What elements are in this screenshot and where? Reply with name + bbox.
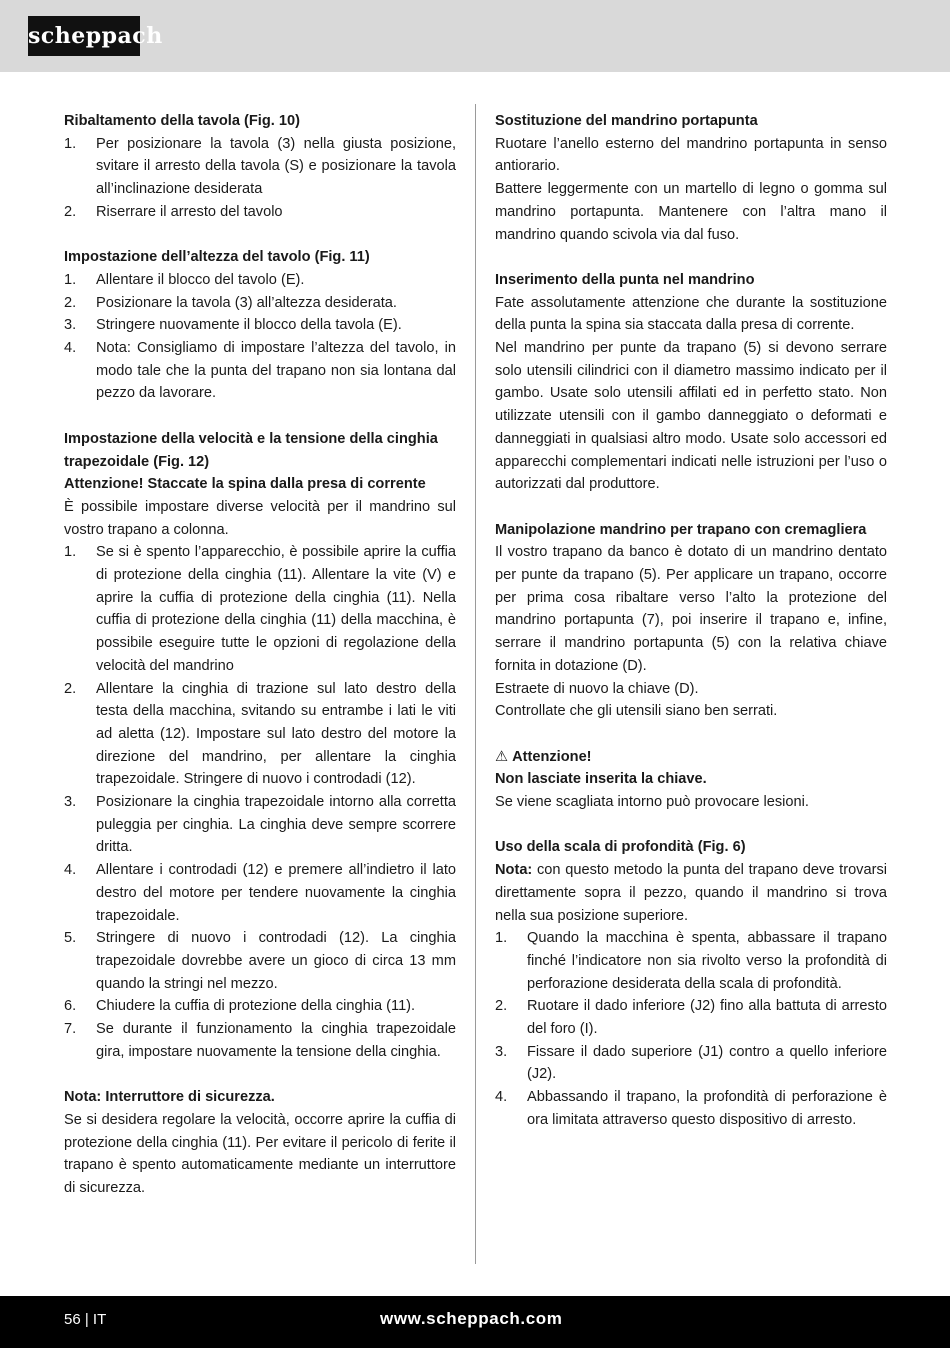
- list-number: 2.: [495, 998, 508, 1015]
- list-item: [64, 927, 456, 995]
- list-text: Se si è spento l’apparecchio, è possibile aprire la cuffia di protezione della cinghia (11). Allentare la vite (V) e aprire la cuffia di protezione della cinghia (11). Nella cuffia di protezione della cinghia (11) della macchina, è possibile eseguire tutte le opzioni di regolazione della velocità del mandrino: [96, 544, 456, 674]
- note-label: Nota:: [495, 862, 533, 879]
- paragraph: Controllate che gli utensili siano ben serrati.: [495, 703, 778, 720]
- paragraph: Il vostro trapano da banco è dotato di un mandrino dentato per punte da trapano (5). Per applicare un trapano, occorre per prima cosa ribaltare verso l’alto la protezione del mandrino portapunta (7), poi inserire il trapano e, infine, serrare il mandrino portapunta (5) con la relativa chiave fornita in dotazione (D).: [495, 544, 887, 674]
- note-paragraph: [495, 859, 887, 927]
- left-column: [64, 110, 456, 1200]
- website-link[interactable]: www.scheppach.com: [380, 1309, 563, 1328]
- list-item: [64, 995, 456, 1018]
- list-text: Se durante il funzionamento la cinghia trapezoidale gira, impostare nuovamente la tensione della cinghia.: [96, 1021, 456, 1060]
- list-item: [64, 678, 456, 792]
- list-number: 1.: [495, 930, 508, 947]
- spacer: [64, 405, 456, 428]
- section-heading: Nota: Interruttore di sicurezza.: [64, 1089, 275, 1106]
- spacer: [495, 496, 887, 519]
- section-heading: Sostituzione del mandrino portapunta: [495, 113, 758, 129]
- list-item: [64, 269, 456, 292]
- list-text: Ruotare il dado inferiore (J2) fino alla battuta di arresto del foro (I).: [527, 998, 887, 1038]
- list-item: [495, 1086, 887, 1131]
- section-heading: Manipolazione mandrino per trapano con cremagliera: [495, 521, 867, 538]
- paragraph: Battere leggermente con un martello di legno o gomma sul mandrino portapunta. Mantenere con l’altra mano il mandrino quando scivola via dal fuso.: [495, 181, 887, 243]
- list-number: 5.: [64, 930, 77, 947]
- spacer: [64, 1064, 456, 1087]
- list-text: Stringere nuovamente il blocco della tavola (E).: [96, 317, 402, 334]
- list-text: Posizionare la tavola (3) all’altezza desiderata.: [96, 294, 397, 311]
- list-text: Quando la macchina è spenta, abbassare il trapano finché l’indicatore non sia rivolto verso la profondità di perforazione desiderata della scala di profondità.: [527, 930, 887, 992]
- footer-bar: [0, 1296, 950, 1348]
- list-text: Riserrare il arresto del tavolo: [96, 203, 283, 220]
- paragraph: Fate assolutamente attenzione che durante la sostituzione della punta la spina sia staccata dalla presa di corrente.: [495, 294, 887, 334]
- warning-heading: [495, 746, 887, 769]
- section-heading: Uso della scala di profondità (Fig. 6): [495, 839, 746, 856]
- list-text: Allentare i controdadi (12) e premere all’indietro il lato destro del motore per tendere nuovamente la cinghia trapezoidale.: [96, 862, 456, 924]
- list-item: [495, 995, 887, 1040]
- list-text: Stringere di nuovo i controdadi (12). La cinghia trapezoidale dovrebbe avere un gioco di circa 13 mm quando la stringi nel mezzo.: [96, 930, 456, 992]
- list-item: [64, 133, 456, 201]
- section-heading: Impostazione della velocità e la tensione della cinghia trapezoidale (Fig. 12): [64, 430, 438, 470]
- warning-triangle-icon: ⚠: [495, 748, 509, 765]
- list-number: 1.: [64, 135, 77, 152]
- list-number: 3.: [495, 1043, 508, 1060]
- list-number: 3.: [64, 794, 77, 811]
- paragraph: Ruotare l’anello esterno del mandrino portapunta in senso antiorario.: [495, 135, 887, 175]
- list-number: 2.: [64, 294, 77, 311]
- list-number: 4.: [495, 1089, 508, 1106]
- spacer: [64, 224, 456, 247]
- list-item: [64, 337, 456, 405]
- right-column: [495, 110, 887, 1132]
- spacer: [495, 814, 887, 837]
- list-number: 4.: [64, 340, 77, 357]
- brand-logo: scheppach: [28, 16, 140, 56]
- list-text: Posizionare la cinghia trapezoidale intorno alla corretta puleggia per cinghia. La cinghia deve sempre scorrere dritta.: [96, 794, 456, 856]
- column-divider: [475, 104, 476, 1264]
- section-heading: Impostazione dell’altezza del tavolo (Fig. 11): [64, 249, 370, 266]
- list-item: [495, 927, 887, 995]
- list-item: [64, 292, 456, 315]
- warning-text: Attenzione!: [512, 748, 592, 765]
- list-text: Allentare il blocco del tavolo (E).: [96, 271, 305, 288]
- list-number: 6.: [64, 998, 77, 1015]
- paragraph: Se viene scagliata intorno può provocare lesioni.: [495, 794, 809, 811]
- list-number: 2.: [64, 203, 77, 220]
- list-number: 4.: [64, 862, 77, 879]
- section-heading: Attenzione! Staccate la spina dalla presa di corrente: [64, 476, 426, 493]
- list-text: Nota: Consigliamo di impostare l’altezza del tavolo, in modo tale che la punta del trapano non sia lontana dal pezzo da lavorare.: [96, 340, 456, 402]
- section-heading: Non lasciate inserita la chiave.: [495, 771, 707, 788]
- list-text: Allentare la cinghia di trazione sul lato destro della testa della macchina, svitando su entrambe i lati le viti ad aletta (12). Impostare sul lato destro del motore la direzione del mandrino, per allentare la cinghia trapezoidale. Stringere di nuovo i controdadi (12).: [96, 680, 456, 788]
- list-number: 1.: [64, 544, 77, 561]
- page-number: 56 | IT: [64, 1311, 107, 1328]
- list-item: [64, 541, 456, 677]
- list-number: 1.: [64, 271, 77, 288]
- spacer: [495, 723, 887, 746]
- list-item: [495, 1041, 887, 1086]
- spacer: [495, 246, 887, 269]
- list-item: [64, 859, 456, 927]
- list-text: Chiudere la cuffia di protezione della cinghia (11).: [96, 998, 416, 1015]
- list-text: Abbassando il trapano, la profondità di perforazione è ora limitata attraverso questo dispositivo di arresto.: [527, 1089, 887, 1128]
- section-heading: Ribaltamento della tavola (Fig. 10): [64, 113, 300, 129]
- list-number: 3.: [64, 317, 77, 334]
- list-number: 7.: [64, 1021, 77, 1038]
- list-item: [64, 791, 456, 859]
- paragraph: È possibile impostare diverse velocità per il mandrino sul vostro trapano a colonna.: [64, 498, 456, 538]
- header-band: [0, 0, 950, 72]
- paragraph: Se si desidera regolare la velocità, occorre aprire la cuffia di protezione della cinghia (11). Per evitare il pericolo di ferite il trapano è spento automaticamente mediante un interruttore di sicurezza.: [64, 1111, 456, 1196]
- list-item: [64, 314, 456, 337]
- list-number: 2.: [64, 680, 77, 697]
- paragraph: Estraete di nuovo la chiave (D).: [495, 680, 699, 697]
- section-heading: Inserimento della punta nel mandrino: [495, 271, 755, 288]
- list-text: Fissare il dado superiore (J1) contro a quello inferiore (J2).: [527, 1043, 887, 1083]
- list-text: Per posizionare la tavola (3) nella giusta posizione, svitare il arresto della tavola (S) e posizionare la tavola all’inclinazione desiderata: [96, 135, 456, 198]
- list-item: [64, 1018, 456, 1063]
- note-text: con questo metodo la punta del trapano deve trovarsi direttamente sopra il pezzo, quando il mandrino si trova nella sua posizione superiore.: [495, 862, 887, 924]
- paragraph: Nel mandrino per punte da trapano (5) si devono serrare solo utensili cilindrici con il diametro massimo indicato per il gambo. Usate solo utensili affilati ed in perfetto stato. Non utilizzate utensili con il gambo danneggiato o deformati e danneggiati in qualsiasi altro modo. Usate solo accessori ed apparecchi complementari indicati nelle istruzioni per l’uso o autorizzati dal produttore.: [495, 340, 887, 493]
- list-item: [64, 201, 456, 224]
